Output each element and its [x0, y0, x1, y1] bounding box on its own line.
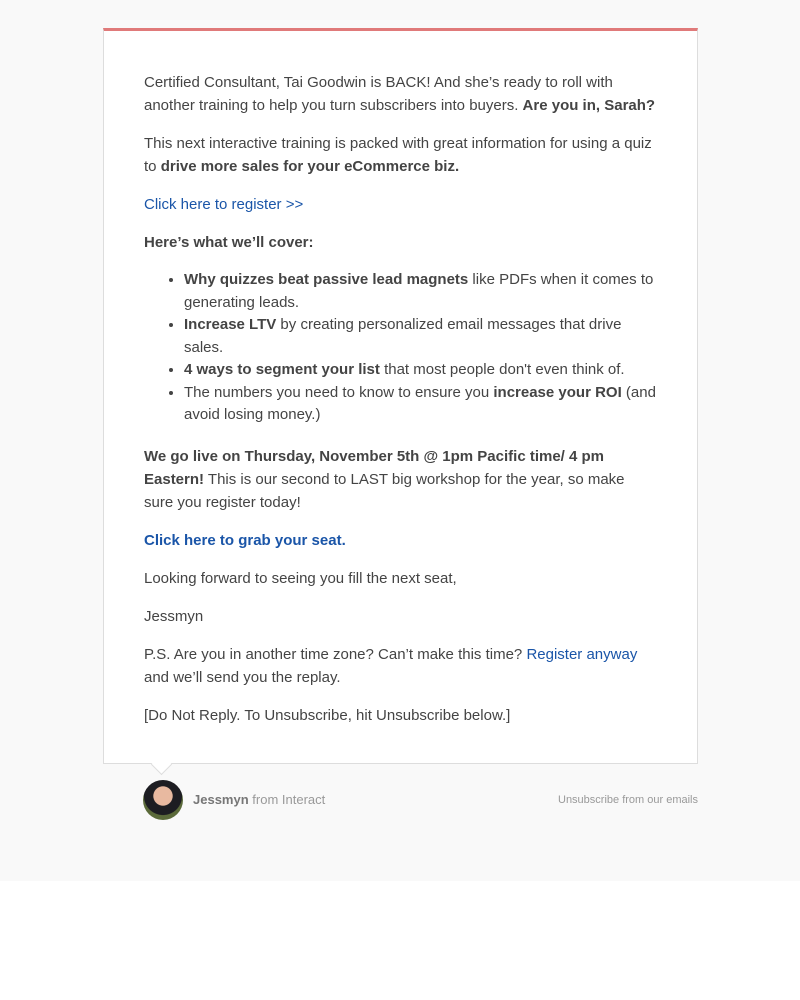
intro-paragraph: [144, 71, 657, 117]
email-footer: [143, 780, 698, 820]
bullet-text: (and avoid losing money.): [184, 383, 656, 423]
intro-question: Are you in, Sarah?: [522, 97, 656, 114]
live-paragraph: [144, 445, 657, 514]
ps-paragraph: [144, 643, 657, 689]
list-item: [184, 314, 657, 359]
closing-text: Looking forward to seeing you fill the next seat,: [144, 569, 457, 587]
grab-seat-link[interactable]: Click here to grab your seat.: [144, 531, 346, 549]
bullet-bold: 4 ways to segment your list: [184, 361, 380, 378]
bullet-text: The numbers you need to know to ensure you: [184, 383, 494, 401]
live-text: This is our second to LAST big workshop for the year, so make sure you register today!: [144, 470, 625, 511]
card-pointer: [151, 753, 172, 774]
bullet-bold: increase your ROI: [493, 383, 622, 401]
list-item: [184, 382, 657, 427]
register-anyway-link[interactable]: Register anyway: [526, 645, 638, 663]
bullet-text: that most people don't even think of.: [379, 361, 625, 378]
list-item: [184, 359, 657, 382]
email-card: [103, 28, 698, 764]
training-bold: drive more sales for your eCommerce biz.: [160, 158, 460, 175]
disclaimer: [Do Not Reply. To Unsubscribe, hit Unsubscribe below.]: [144, 706, 511, 724]
unsubscribe-link[interactable]: Unsubscribe from our emails: [558, 793, 698, 806]
ps-text: P.S. Are you in another time zone? Can’t make this time?: [144, 645, 527, 663]
signature: Jessmyn: [144, 607, 204, 625]
bullet-text: by creating personalized email messages that drive sales.: [184, 316, 622, 356]
ps-text-end: and we’ll send you the replay.: [144, 668, 341, 686]
live-date: We go live on Thursday, November 5th @ 1pm Pacific time/ 4 pm Eastern!: [144, 447, 605, 488]
register-link[interactable]: Click here to register >>: [144, 196, 304, 213]
training-text: This next interactive training is packed with great information for using a quiz to: [144, 135, 652, 175]
avatar: [143, 780, 183, 820]
cover-heading: Here’s what we’ll cover:: [144, 234, 314, 251]
bullet-bold: Increase LTV: [184, 316, 277, 333]
cover-list: [144, 269, 657, 427]
training-paragraph: [144, 132, 657, 178]
list-item: [184, 269, 657, 314]
sender-name: Jessmyn: [193, 792, 249, 807]
bullet-bold: Why quizzes beat passive lead magnets: [184, 271, 469, 288]
sender-org: from Interact: [248, 792, 326, 807]
bullet-text: like PDFs when it comes to generating leads.: [184, 271, 654, 311]
intro-text: Certified Consultant, Tai Goodwin is BACK! And she’s ready to roll with another training to help you turn subscribers into buyers.: [144, 74, 613, 114]
